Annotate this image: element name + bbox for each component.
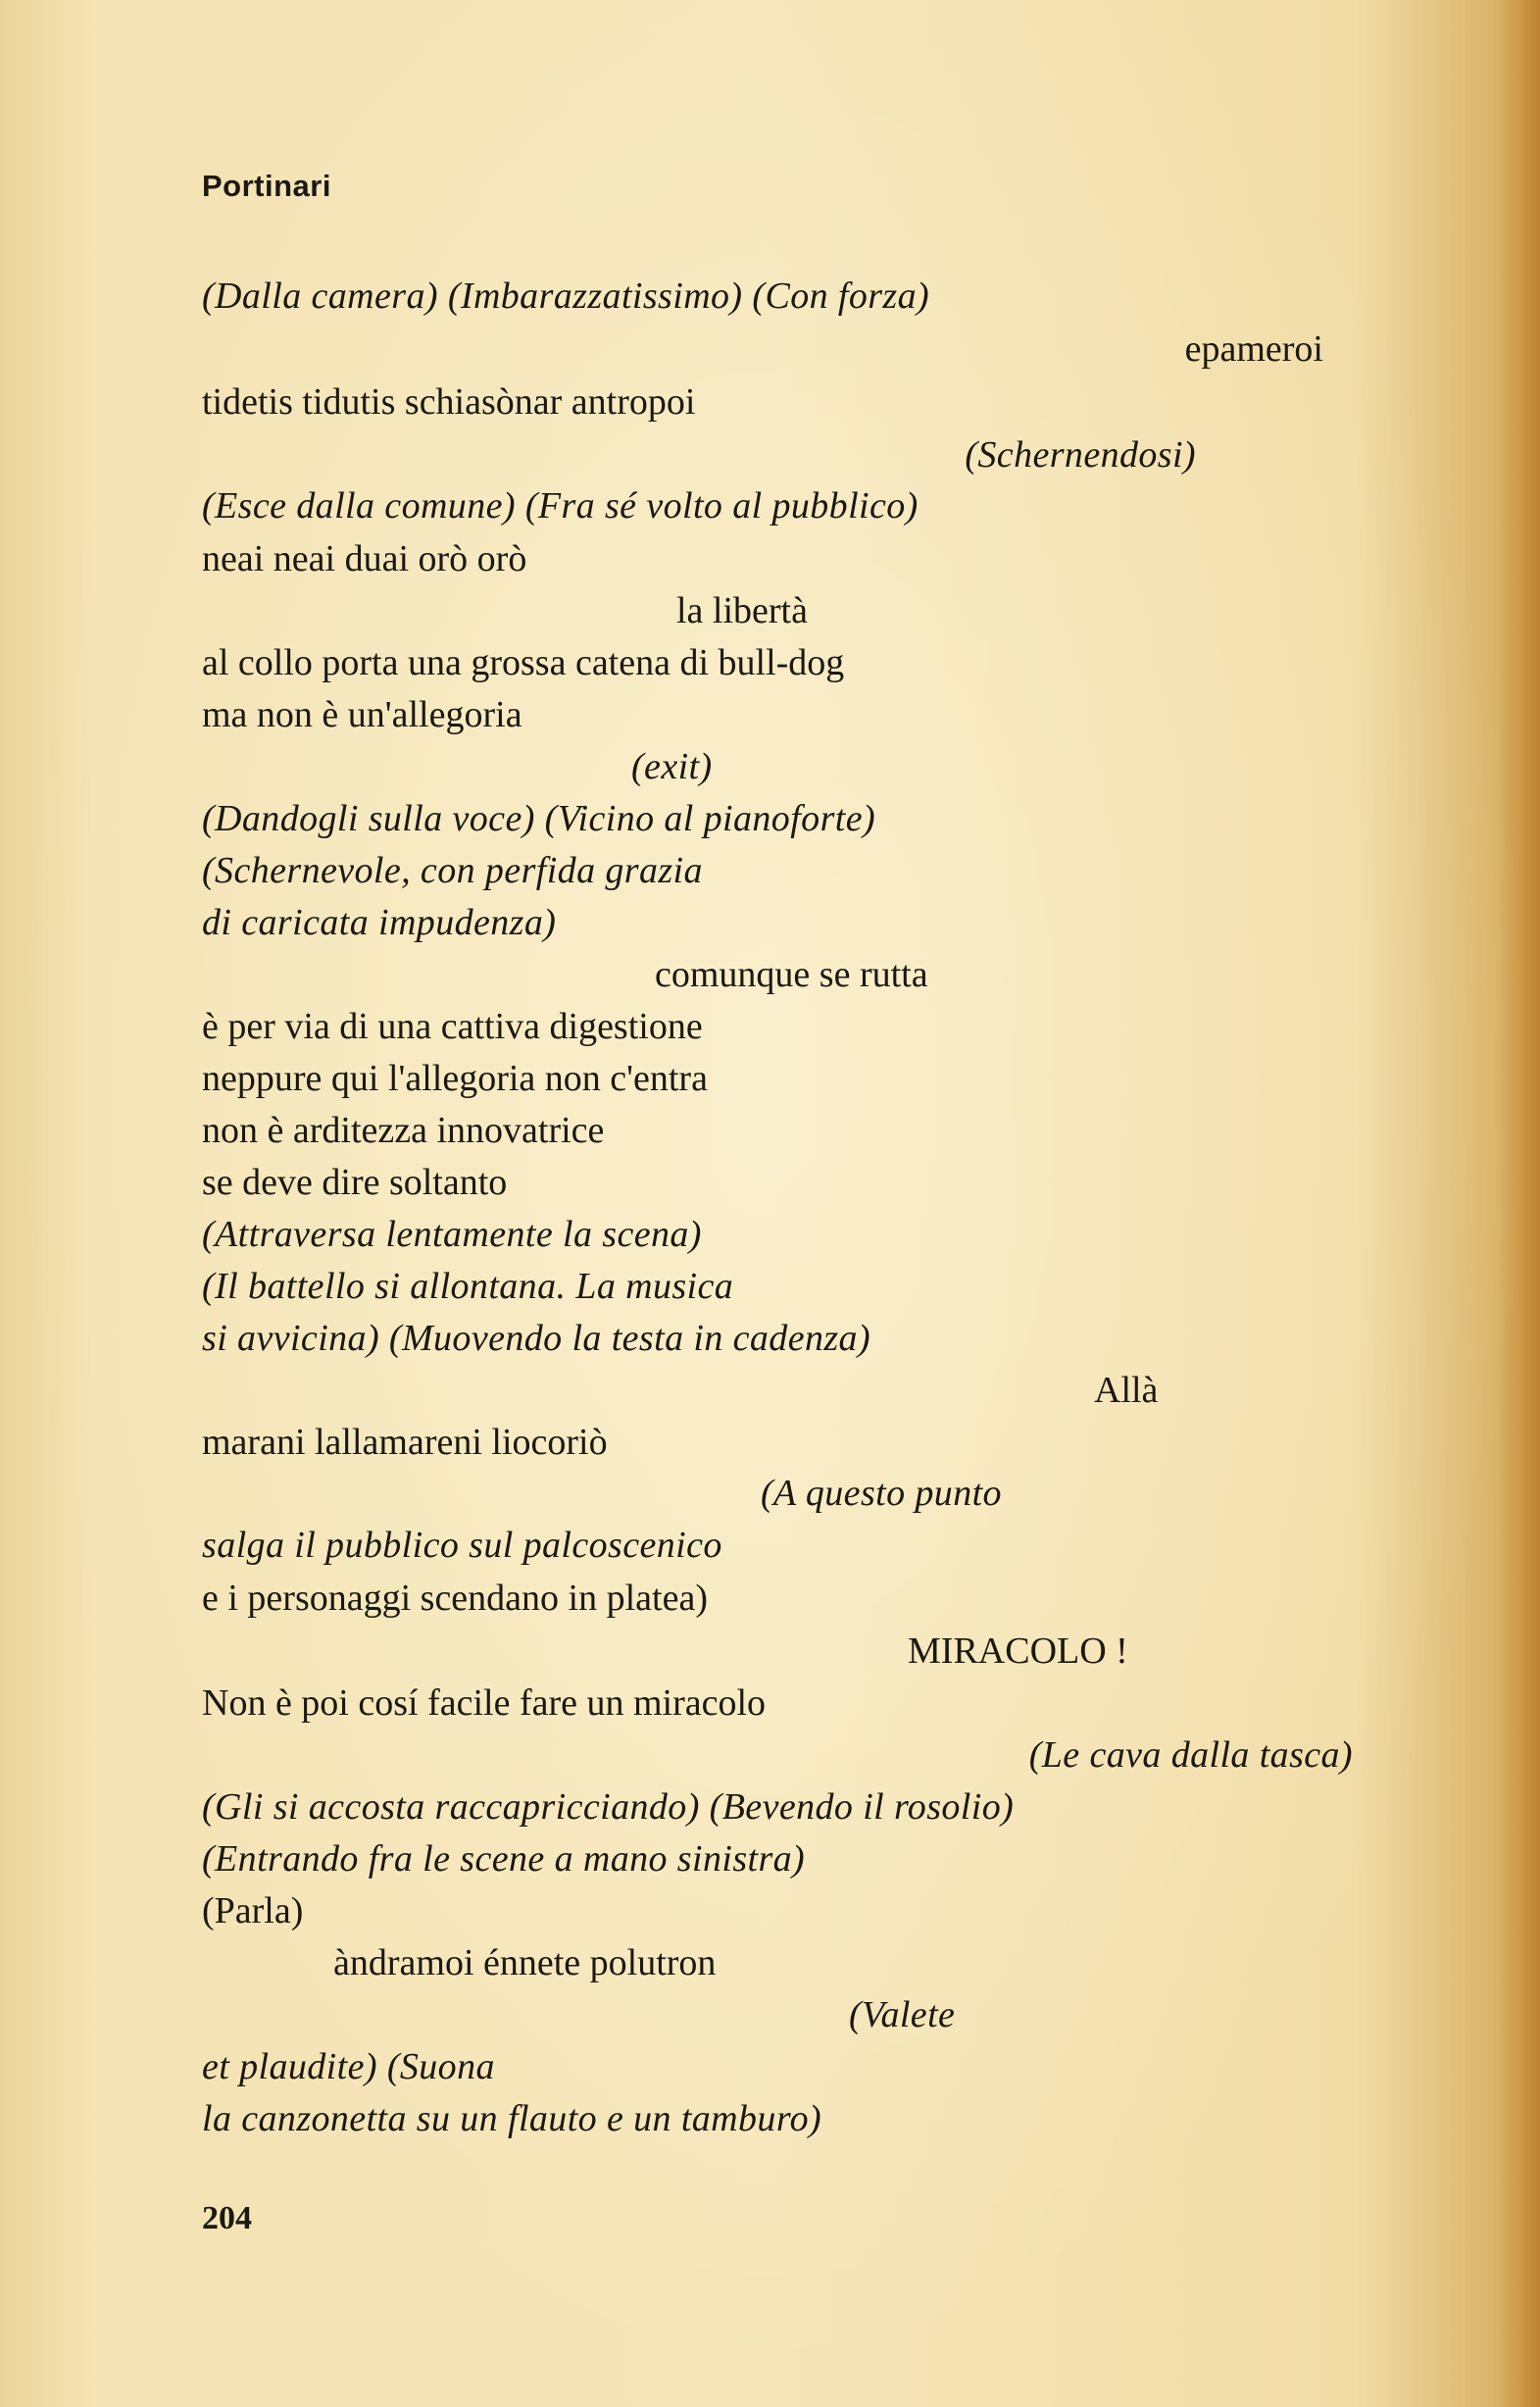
poem-line: Allà [1094, 1370, 1159, 1411]
poem-line: (Dalla camera) (Imbarazzatissimo) (Con forza) [202, 276, 930, 317]
poem-line: ma non è un'allegoria [202, 694, 522, 735]
poem-line: (Gli si accosta raccapricciando) (Bevendo il rosolio) [202, 1786, 1015, 1828]
poem-line: (Attraversa lentamente la scena) [202, 1214, 702, 1255]
poem-line: (Valete [849, 1994, 956, 2035]
poem-line: (Schernendosi) [965, 434, 1196, 476]
poem-line: neai neai duai orò orò [202, 538, 527, 579]
poem-line: al collo porta una grossa catena di bull-dog [202, 642, 845, 683]
poem-line: è per via di una cattiva digestione [202, 1006, 703, 1047]
poem-line: (Parla) [202, 1890, 304, 1931]
poem-line: (Esce dalla comune) (Fra sé volto al pubblico) [202, 485, 919, 527]
poem-line: e i personaggi scendano in platea) [202, 1578, 708, 1619]
poem-line: àndramoi énnete polutron [333, 1942, 717, 1983]
poem-line: la canzonetta su un flauto e un tamburo) [202, 2098, 822, 2139]
poem-line: salga il pubblico sul palcoscenico [202, 1525, 722, 1566]
poem-line: neppure qui l'allegoria non c'entra [202, 1058, 708, 1099]
poem-line: di caricata impudenza) [202, 902, 557, 943]
poem-line: (Entrando fra le scene a mano sinistra) [202, 1838, 806, 1880]
poem-line: (A questo punto [761, 1473, 1002, 1514]
poem-line: marani lallamareni liocoriò [202, 1422, 608, 1463]
poem-line: (exit) [631, 746, 713, 787]
poem-line: (Il battello si allontana. La musica [202, 1266, 734, 1307]
poem-line: MIRACOLO ! [908, 1630, 1128, 1672]
poem-line: comunque se rutta [655, 954, 928, 995]
running-header: Portinari [202, 169, 331, 203]
poem-line: et plaudite) (Suona [202, 2046, 495, 2087]
poem-line: (Dandogli sulla voce) (Vicino al pianoforte) [202, 798, 876, 839]
poem-line: (Schernevole, con perfida grazia [202, 850, 703, 891]
poem-line: tidetis tidutis schiasònar antropoi [202, 381, 696, 423]
poem-line: se deve dire soltanto [202, 1162, 508, 1203]
poem-line: epameroi [1184, 328, 1323, 370]
poem-line: si avvicina) (Muovendo la testa in cadenza) [202, 1318, 871, 1359]
poem-line: (Le cava dalla tasca) [1028, 1734, 1353, 1776]
poem-line: Non è poi cosí facile fare un miracolo [202, 1682, 767, 1724]
poem-line: non è arditezza innovatrice [202, 1110, 605, 1151]
page-number: 204 [202, 2200, 252, 2236]
poem-line: la libertà [676, 590, 808, 631]
